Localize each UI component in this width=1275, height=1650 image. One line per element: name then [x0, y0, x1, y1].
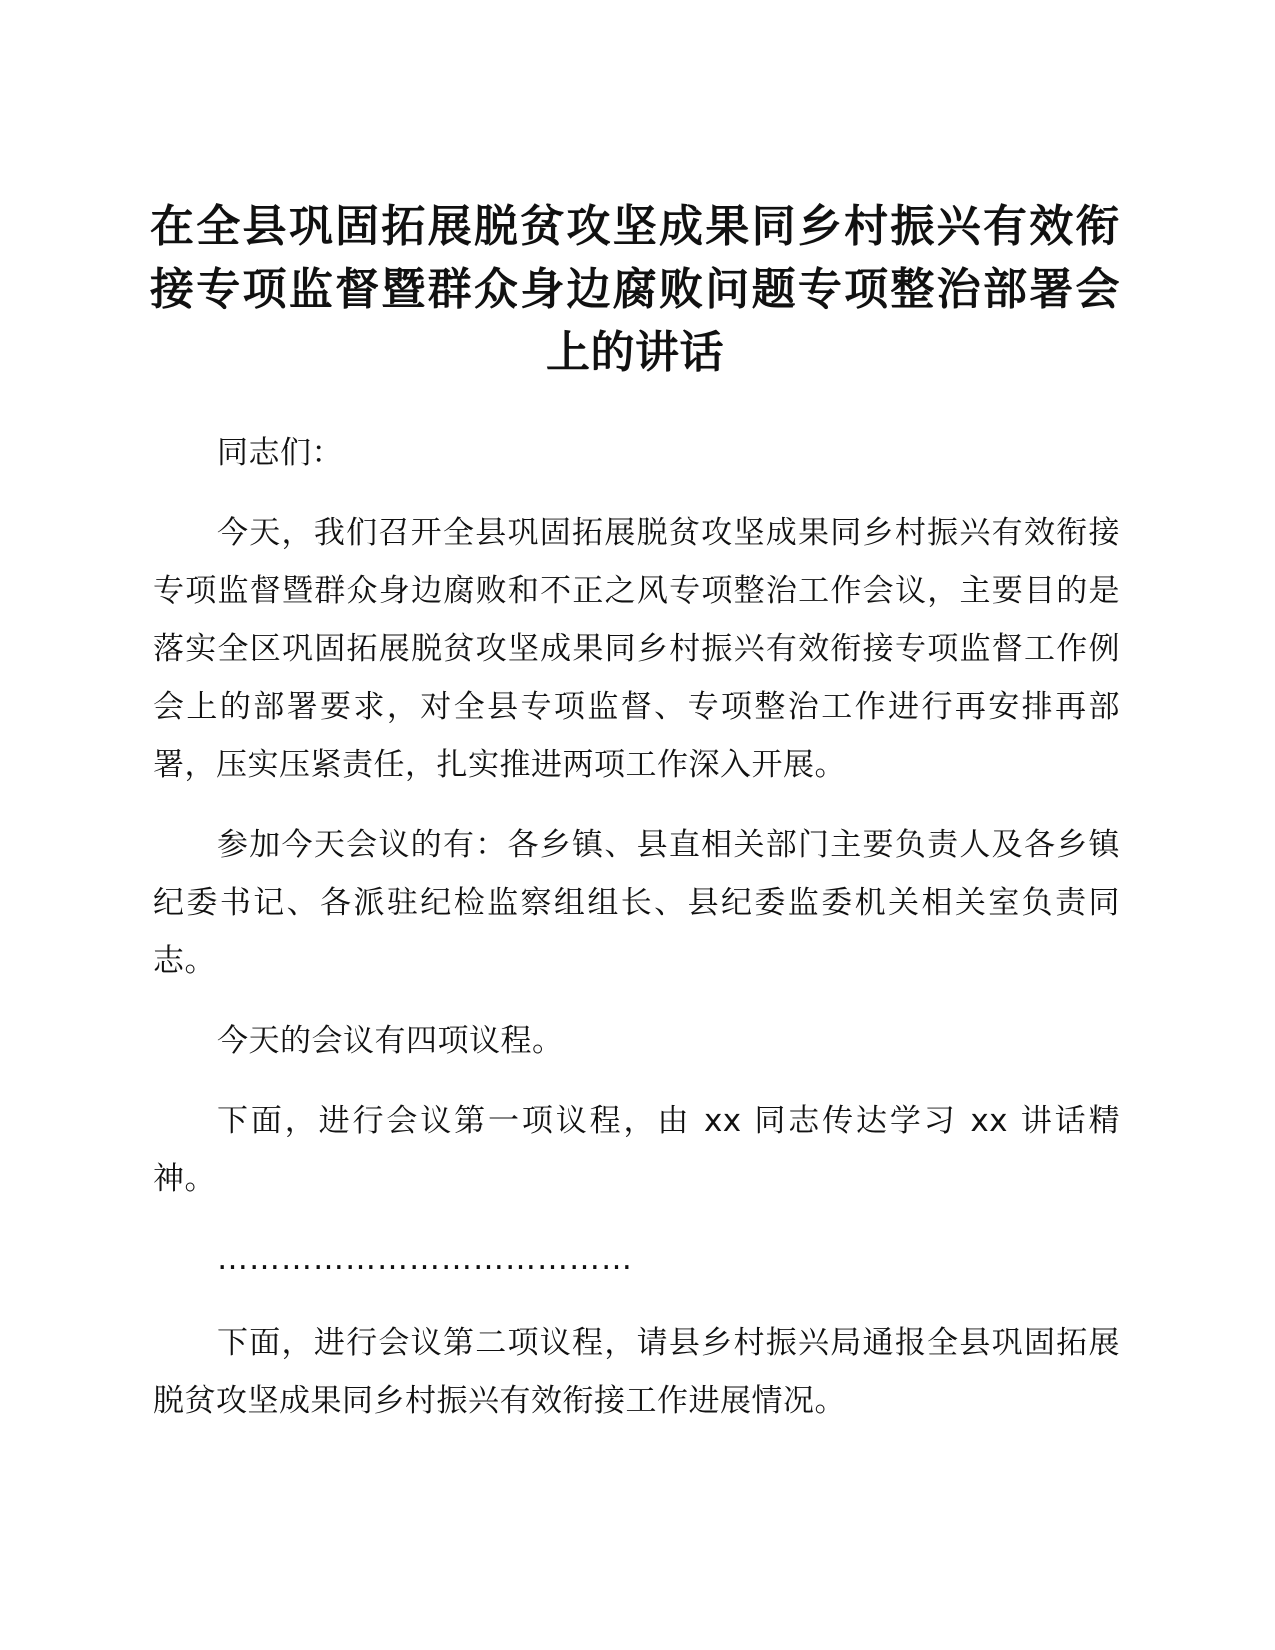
document-body — [153, 424, 1120, 1452]
paragraph-meeting-purpose: 今天，我们召开全县巩固拓展脱贫攻坚成果同乡村振兴有效衔接专项监督暨群众身边腐败和不正之风专项整治工作会议，主要目的是落实全区巩固拓展脱贫攻坚成果同乡村振兴有效衔接专项监督工作例会上的部署要求，对全县专项监督、专项整治工作进行再安排再部署，压实压紧责任，扎实推进两项工作深入开展。 — [153, 515, 1120, 783]
paragraph-agenda-item-1: 下面，进行会议第一项议程，由 xx 同志传达学习 xx 讲话精神。 — [153, 1103, 1120, 1197]
paragraph-agenda-count: 今天的会议有四项议程。 — [217, 1023, 564, 1059]
paragraph-attendees: 参加今天会议的有：各乡镇、县直相关部门主要负责人及各乡镇纪委书记、各派驻纪检监察组组长、县纪委监委机关相关室负责同志。 — [153, 827, 1120, 979]
ellipsis-separator: ………………………………… — [217, 1241, 633, 1277]
paragraph-agenda-item-2: 下面，进行会议第二项议程，请县乡村振兴局通报全县巩固拓展脱贫攻坚成果同乡村振兴有效衔接工作进展情况。 — [153, 1325, 1120, 1419]
salutation: 同志们： — [217, 435, 343, 471]
document-title: 在全县巩固拓展脱贫攻坚成果同乡村振兴有效衔接专项监督暨群众身边腐败问题专项整治部署会上的讲话 — [150, 201, 1120, 378]
